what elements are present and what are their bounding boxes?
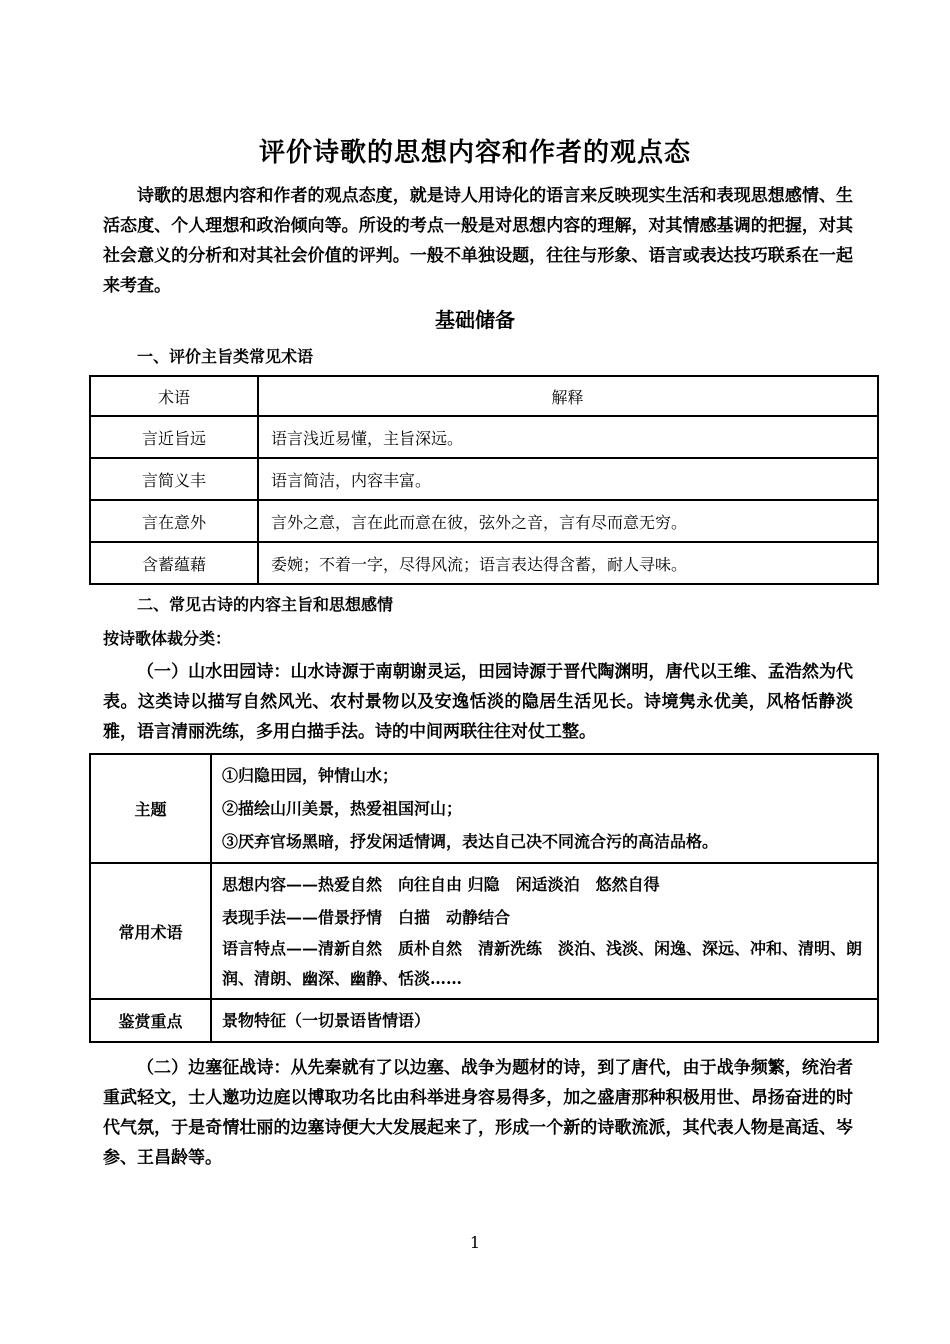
terms-line: 语言特点——清新自然 质朴自然 清新洗练 淡泊、浅淡、闲逸、深远、冲和、清明、朗润、清朗、幽深、幽静、恬淡…… [222,939,863,988]
theme-line: ③厌弃官场黑暗，抒发闲适情调，表达自己决不同流合污的高洁品格。 [222,832,719,851]
table-row-terms [90,863,878,999]
focus-line: 景物特征（一切景语皆情语） [222,1011,431,1030]
terms-table [89,375,879,585]
theme-line: ①归隐田园，钟情山水； [222,766,399,785]
table-row [90,500,878,542]
section-heading: 基础储备 [435,308,515,332]
terms-line: 思想内容——热爱自然 向往自由 归隐 闲适淡泊 悠然自得 [222,875,660,894]
focus-label: 鉴赏重点 [90,999,211,1042]
terms-cell [211,863,878,999]
terms-line: 表现手法——借景抒情 白描 动静结合 [222,908,511,927]
table-header-explain: 解释 [258,376,878,416]
term-cell: 言简义丰 [90,458,258,500]
page-title: 评价诗歌的思想内容和作者的观点态 [258,138,691,168]
explain-cell: 言外之意，言在此而意在彼，弦外之音，言有尽而意无穷。 [258,500,878,542]
explain-cell: 语言简洁，内容丰富。 [258,458,878,500]
theme-line: ②描绘山川美景，热爱祖国河山； [222,799,463,818]
table-row [90,416,878,458]
theme-cell [211,754,878,863]
table-row [90,458,878,500]
table-row-focus [90,999,878,1042]
subheading-terms: 一、评价主旨类常见术语 [137,347,314,366]
page-number: 1 [469,1233,481,1252]
frontier-poetry-paragraph: （二）边塞征战诗：从先秦就有了以边塞、战争为题材的诗，到了唐代，由于战争频繁，统治者重武轻文，士人邀功边庭以博取功名比由科举进身容易得多，加之盛唐那种积极用世、昂扬奋进的时代气氛，于是奇情壮丽的边塞诗便大大发展起来了，形成一个新的诗歌流派，其代表人物是高适、岑参、王昌龄等。 [103,1058,853,1168]
table-header-row [90,376,878,416]
landscape-poetry-paragraph: （一）山水田园诗：山水诗源于南朝谢灵运，田园诗源于晋代陶渊明，唐代以王维、孟浩然为代表。这类诗以描写自然风光、农村景物以及安逸恬淡的隐居生活见长。诗境隽永优美，风格恬静淡雅，语言清丽洗练，多用白描手法。诗的中间两联往往对仗工整。 [103,662,853,742]
intro-paragraph: 诗歌的思想内容和作者的观点态度，就是诗人用诗化的语言来反映现实生活和表现思想感情、生活态度、个人理想和政治倾向等。所设的考点一般是对思想内容的理解，对其情感基调的把握，对其社会意义的分析和对其社会价值的评判。一般不单独设题，往往与形象、语言或表达技巧联系在一起来考查。 [103,186,853,296]
subheading-genre: 按诗歌体裁分类： [103,629,232,648]
term-cell: 含蓄蕴藉 [90,542,258,584]
focus-cell [211,999,878,1042]
landscape-poetry-table [89,753,879,1043]
theme-label: 主题 [90,754,211,863]
table-row [90,542,878,584]
term-cell: 言在意外 [90,500,258,542]
terms-label: 常用术语 [90,863,211,999]
table-header-term: 术语 [90,376,258,416]
term-cell: 言近旨远 [90,416,258,458]
subheading-themes: 二、常见古诗的内容主旨和思想感情 [137,595,394,614]
explain-cell: 语言浅近易懂，主旨深远。 [258,416,878,458]
table-row-theme [90,754,878,863]
explain-cell: 委婉；不着一字，尽得风流；语言表达得含蓄，耐人寻味。 [258,542,878,584]
